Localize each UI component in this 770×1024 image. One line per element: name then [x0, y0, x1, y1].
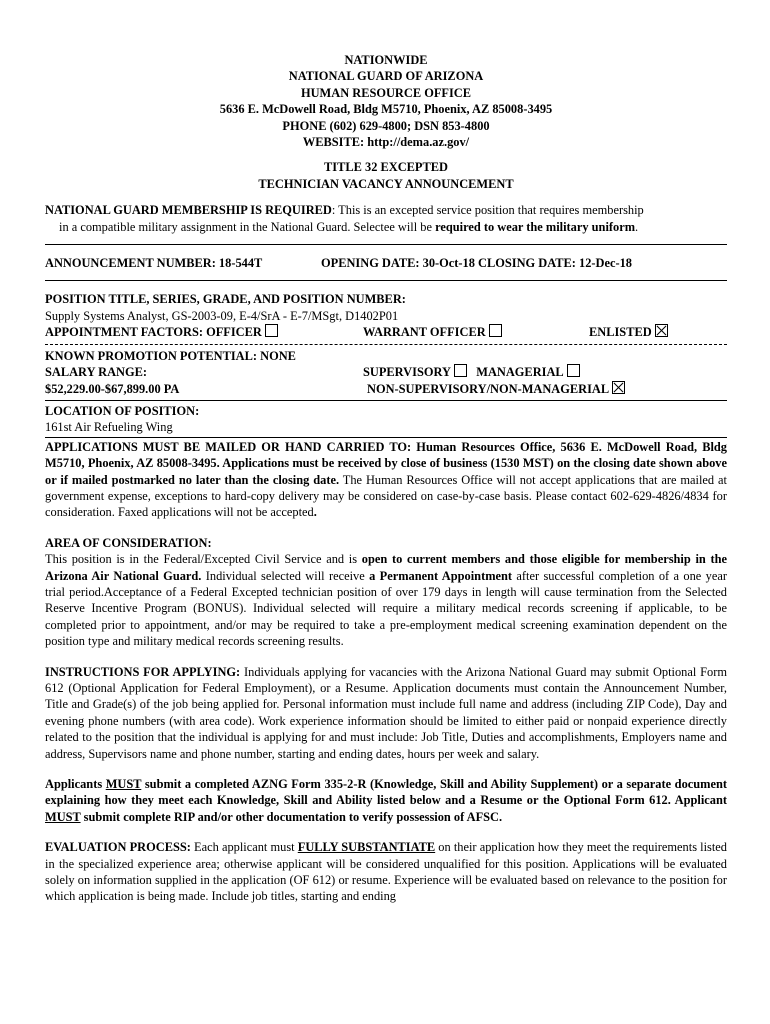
- divider-announcement: [45, 280, 727, 281]
- appointment-enlisted: [589, 324, 668, 340]
- header-org: NATIONAL GUARD OF ARIZONA: [288, 69, 484, 84]
- divider-applications: [45, 437, 727, 438]
- area-bold-2: a Permanent Appointment: [369, 568, 513, 583]
- area-label: AREA OF CONSIDERATION:: [45, 535, 212, 550]
- header-website: WEBSITE: http://dema.az.gov/: [302, 135, 470, 150]
- area-bold-1: open to current members and those eligible for membership in the Arizona Air National Guard.: [45, 552, 727, 583]
- announcement-number: ANNOUNCEMENT NUMBER: 18-544T: [45, 256, 263, 271]
- salary-supervisory-row: [45, 364, 727, 397]
- supervisory-block: [363, 364, 625, 397]
- non-supervisory-line: [363, 381, 625, 397]
- non-supervisory-checkbox[interactable]: [612, 381, 625, 394]
- area-paragraph: [45, 551, 727, 649]
- evaluation-text-1: Each applicant must: [190, 840, 298, 855]
- appointment-factors: [45, 324, 727, 340]
- warrant-checkbox[interactable]: [489, 324, 502, 337]
- vacancy-announcement-page: [45, 52, 727, 905]
- header-phone: PHONE (602) 629-4800; DSN 853-4800: [282, 118, 490, 133]
- membership-requirement: [45, 202, 727, 235]
- appointment-officer: [45, 324, 363, 340]
- membership-text-2: in a compatible military assignment in the National Guard. Selectee will be: [59, 219, 436, 234]
- announcement-dates: OPENING DATE: 30-Oct-18 CLOSING DATE: 12-Dec-18: [321, 256, 633, 271]
- managerial-checkbox[interactable]: [567, 364, 580, 377]
- officer-label: APPOINTMENT FACTORS: OFFICER: [45, 325, 262, 340]
- promotion-potential: KNOWN PROMOTION POTENTIAL: NONE: [45, 348, 296, 363]
- salary-value: $52,229.00-$67,899.00 PA: [45, 381, 180, 396]
- title-line-2: TECHNICIAN VACANCY ANNOUNCEMENT: [258, 176, 514, 191]
- instructions-text: Individuals applying for vacancies with the Arizona National Guard may submit Optional Form 612 (Optional Application for Federal Employment), or a Resume. Application documents must contain the Announcement Number, Title and Grade(s) of the job being applied for. Personal information must include full name and address (including ZIP Code), Day and evening phone numbers (with area code). Work experience information should be limited to either paid or nonpaid experience directly related to the position that the individual is applying for and must include: Job Title, Duties and accomplishments, Employers name and address, Supervisors name and phone number, starting and ending dates, hours per week and salary.: [45, 664, 727, 761]
- enlisted-label: ENLISTED: [589, 325, 652, 340]
- area-text-1: This position is in the Federal/Excepted Civil Service and is: [45, 552, 362, 567]
- membership-continuation: [45, 219, 727, 235]
- supervisory-line: [363, 364, 625, 380]
- divider-top: [45, 244, 727, 245]
- applicants-must-2: MUST: [45, 809, 81, 824]
- area-text-2: Individual selected will receive: [201, 568, 370, 583]
- location-value: 161st Air Refueling Wing: [45, 420, 173, 435]
- area-text-3: after successful completion of a one year trial period.Acceptance of a Federal Excepted technician position of over 179 days in length will cause termination from the Selected Reserve Incentive Program (BONUS). Individual selected will require a military medical records screening if applicable, to be completed prior to appointment, and/or may be required to take a pre-employment medical screening examination dependent on the position type and military medical records screening results.: [45, 568, 727, 649]
- header-office: HUMAN RESOURCE OFFICE: [300, 85, 472, 100]
- applications-text: The Human Resources Office will not accept applications that are mailed at government expense, exceptions to hard-copy delivery may be considered on case-by-case basis. Please contact 602-629-4826/4834 for consideration. Faxed applications will not be accepted: [45, 472, 727, 520]
- announcement-row: [45, 255, 727, 271]
- evaluation-text-2: on their application how they meet the requirements listed in the specialized experience area; otherwise applicant will be considered unqualified for this position. Applications will be evaluated solely on information supplied in the application (OF 612) or resume. Experience will be evaluated based on relevance to the position for which application is being made. Include job titles, starting and ending: [45, 840, 727, 904]
- warrant-label: WARRANT OFFICER: [363, 325, 486, 340]
- applicants-text-3: submit complete RIP and/or other documentation to verify possession of AFSC.: [80, 809, 503, 824]
- evaluation-label: EVALUATION PROCESS:: [45, 840, 191, 855]
- salary-block: [45, 364, 363, 397]
- applicants-paragraph: [45, 776, 727, 825]
- position-label: POSITION TITLE, SERIES, GRADE, AND POSITION NUMBER:: [45, 292, 406, 307]
- applicants-text-2: submit a completed AZNG Form 335-2-R (Knowledge, Skill and Ability Supplement) or a separate document explaining how they meet each Knowledge, Skill and Ability listed below and a Resume or the Optional Form 612. Applicant: [45, 777, 727, 808]
- evaluation-paragraph: [45, 839, 727, 905]
- supervisory-checkbox[interactable]: [454, 364, 467, 377]
- supervisory-label: SUPERVISORY: [363, 365, 451, 380]
- position-value: Supply Systems Analyst, GS-2003-09, E-4/SrA - E-7/MSgt, D1402P01: [45, 308, 399, 323]
- divider-location: [45, 400, 727, 401]
- applications-paragraph: [45, 439, 727, 521]
- dashed-divider: [45, 344, 727, 345]
- applications-bold: APPLICATIONS MUST BE MAILED OR HAND CARRIED TO: Human Resources Office, 5636 E. McDowell Road, Bldg M5710, Phoenix, AZ 85008-3495. Applications must be received by close of business (1530 MST) on the closing date shown above or if mailed postmarked no later than the closing date.: [45, 439, 727, 487]
- salary-label: SALARY RANGE:: [45, 365, 148, 380]
- instructions-label: INSTRUCTIONS FOR APPLYING:: [45, 664, 241, 679]
- applicants-text-1: Applicants: [45, 777, 106, 792]
- location-label: LOCATION OF POSITION:: [45, 403, 200, 418]
- header-address: 5636 E. McDowell Road, Bldg M5710, Phoenix, AZ 85008-3495: [219, 102, 553, 117]
- evaluation-substantiate: FULLY SUBSTANTIATE: [297, 840, 436, 855]
- applications-period: .: [313, 505, 317, 520]
- instructions-paragraph: [45, 664, 727, 762]
- announcement-title: [45, 159, 727, 192]
- enlisted-checkbox[interactable]: [655, 324, 668, 337]
- membership-uniform: required to wear the military uniform: [435, 219, 636, 234]
- appointment-warrant: [363, 324, 589, 340]
- applicants-must-1: MUST: [105, 777, 142, 792]
- office-header: [45, 52, 727, 150]
- officer-checkbox[interactable]: [265, 324, 278, 337]
- managerial-label: MANAGERIAL: [476, 365, 564, 380]
- membership-period: .: [635, 219, 639, 234]
- membership-text-1: : This is an excepted service position that requires membership: [331, 203, 644, 218]
- non-supervisory-label: NON-SUPERVISORY/NON-MANAGERIAL: [367, 381, 610, 396]
- title-line-1: TITLE 32 EXCEPTED: [324, 160, 448, 175]
- membership-label: NATIONAL GUARD MEMBERSHIP IS REQUIRED: [45, 203, 332, 218]
- header-nationwide: NATIONWIDE: [344, 53, 428, 67]
